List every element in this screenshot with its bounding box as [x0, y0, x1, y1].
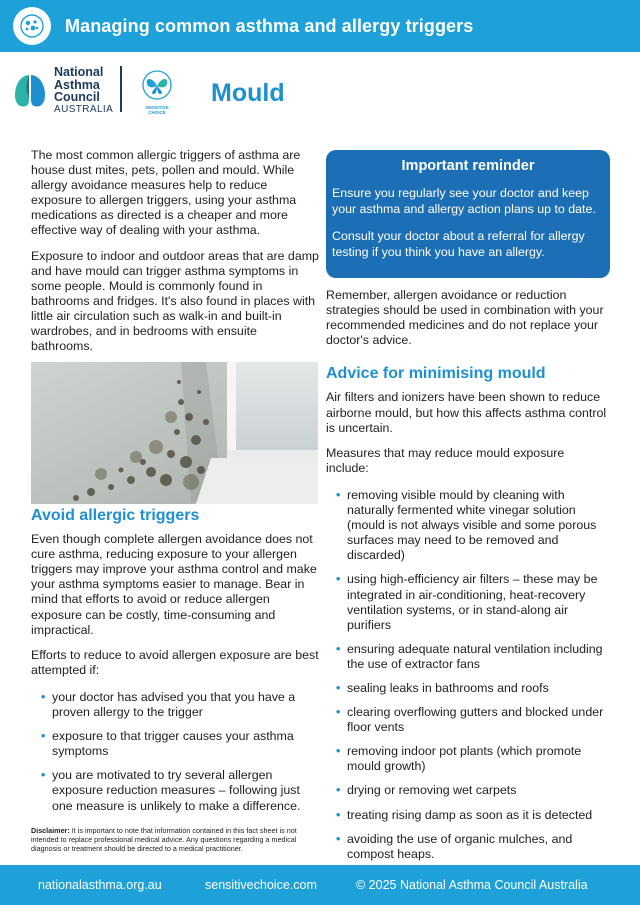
- right-paragraph-1: Remember, allergen avoidance or reduction strategies should be used in combination with your recommended medicines and do not replace your doctor's advice.: [326, 288, 604, 348]
- butterfly-icon: [139, 70, 175, 100]
- reminder-paragraph-2: Consult your doctor about a referral for allergy testing if you think you have an allergy.: [332, 229, 585, 259]
- avoid-section: [31, 508, 319, 823]
- page-title: Mould: [211, 79, 285, 107]
- page-header: [0, 60, 640, 124]
- list-item: • removing indoor pot plants (which promote mould growth): [326, 744, 610, 774]
- list-item: • exposure to that trigger causes your asthma symptoms: [31, 729, 319, 759]
- list-item: • drying or removing wet carpets: [326, 783, 610, 798]
- nac-line2: Asthma: [54, 77, 100, 92]
- list-item: • sealing leaks in bathrooms and roofs: [326, 681, 610, 696]
- important-reminder-box: [326, 150, 610, 278]
- avoid-paragraph-1: Even though complete allergen avoidance does not cure asthma, reducing exposure to your allergen triggers may improve your asthma control and make your asthma symptoms easier to manage. Bear in mind that efforts to avoid or reduce allergen exposure can be costly, time-consuming and impractical.: [31, 532, 317, 637]
- list-item: • using high-efficiency air filters – these may be integrated in air-conditioning, heat-recovery ventilation systems, or in stand-along air purifiers: [326, 572, 610, 632]
- disclaimer-label: Disclaimer:: [31, 826, 70, 835]
- sc-line1: SENSITIVE: [145, 105, 169, 110]
- avoid-list: [31, 690, 319, 814]
- banner-title: Managing common asthma and allergy triggers: [65, 15, 474, 36]
- nac-line3: Council: [54, 90, 100, 104]
- disclaimer: [31, 826, 315, 853]
- nac-logo[interactable]: [12, 66, 113, 116]
- list-item: • you are motivated to try several allergen exposure reduction measures – following just one measure is unlikely to make a difference.: [31, 768, 319, 813]
- list-item: • removing visible mould by cleaning with naturally fermented white vinegar solution (mould is not always visible and some porous surfaces may need to be removed and discarded): [326, 488, 610, 563]
- asthma-badge-icon: [13, 7, 51, 45]
- lungs-logo-icon: [12, 71, 48, 111]
- logo-divider: [120, 66, 122, 112]
- advice-heading: Advice for minimising mould: [326, 365, 546, 383]
- right-paragraph-2: Air filters and ionizers have been shown to reduce airborne mould, but how this affects asthma control is uncertain.: [326, 390, 607, 435]
- footer-link-nationalasthma[interactable]: nationalasthma.org.au: [38, 878, 162, 892]
- measures-list: [326, 488, 610, 862]
- footer-link-sensitivechoice[interactable]: sensitivechoice.com: [205, 878, 317, 892]
- reminder-paragraph-1: Ensure you regularly see your doctor and keep your asthma and allergy action plans up to date.: [332, 186, 596, 216]
- nac-line4: AUSTRALIA: [54, 103, 114, 115]
- left-column: [31, 148, 319, 364]
- right-paragraph-3: Measures that may reduce mould exposure include:: [326, 445, 565, 475]
- top-banner: [0, 0, 640, 52]
- disclaimer-text: It is important to note that information contained in this fact sheet is not intended to replace professional medical advice. Any questions regarding a medical diagnosis or treatment should be directed to a medical practitioner.: [31, 826, 297, 853]
- intro-paragraph-2: Exposure to indoor and outdoor areas that are damp and have mould can trigger asthma symptoms in some people. Mould is commonly found in bathrooms and fridges. It's also found in places with little air circulation such as walk-in and built-in wardrobes, and in bedrooms with ensuite bathrooms.: [31, 248, 319, 354]
- list-item: • ensuring adequate natural ventilation including the use of extractor fans: [326, 642, 610, 672]
- avoid-paragraph-2: Efforts to reduce to avoid allergen exposure are best attempted if:: [31, 647, 319, 677]
- list-item: • your doctor has advised you that you have a proven allergy to the trigger: [31, 690, 319, 720]
- right-column: [326, 150, 610, 871]
- footer-copyright: © 2025 National Asthma Council Australia: [356, 878, 588, 892]
- list-item: • treating rising damp as soon as it is detected: [326, 808, 610, 823]
- list-item: • clearing overflowing gutters and blocked under floor vents: [326, 705, 610, 735]
- mould-photo: [31, 362, 318, 504]
- sensitive-choice-logo[interactable]: [138, 70, 176, 115]
- reminder-title: Important reminder: [401, 158, 535, 174]
- sc-line2: CHOICE: [148, 110, 166, 115]
- nac-line1: National: [54, 65, 104, 79]
- intro-paragraph-1: The most common allergic triggers of asthma are house dust mites, pets, pollen and mould. While allergy avoidance measures help to reduce exposure to allergen triggers, using your asthma medications as directed is a cheaper and more effective way of dealing with your asthma.: [31, 148, 301, 238]
- avoid-heading: Avoid allergic triggers: [31, 507, 200, 524]
- list-item: • avoiding the use of organic mulches, and compost heaps.: [326, 832, 610, 862]
- footer-bar: [0, 865, 640, 905]
